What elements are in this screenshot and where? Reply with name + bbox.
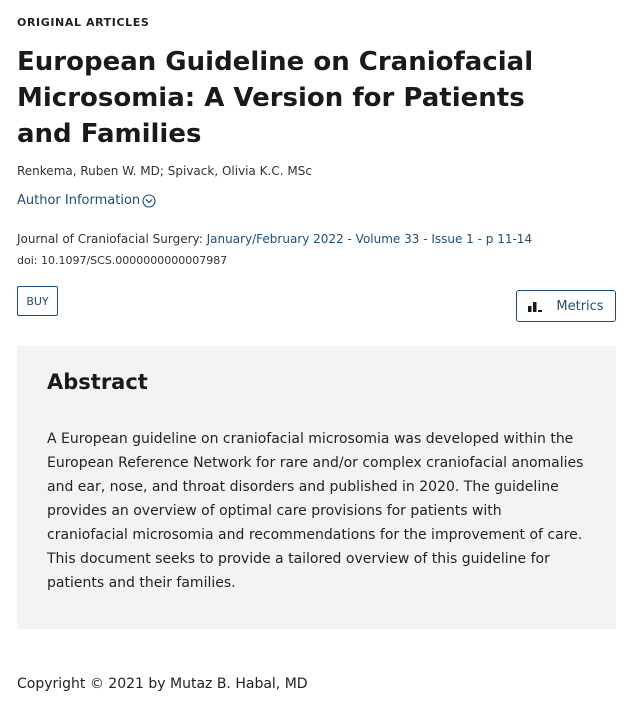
journal-name: Journal of Craniofacial Surgery:: [17, 232, 203, 246]
metrics-label: Metrics: [556, 298, 604, 314]
journal-citation: [17, 232, 532, 246]
author-information-label: Author Information: [17, 193, 141, 208]
abstract-section: [17, 346, 616, 629]
abstract-text: A European guideline on craniofacial microsomia was developed within the European Reference Network for rare and/or complex craniofacial anomalies and ear, nose, and throat disorders and published in 2020. The guideline provides an overview of optimal care provisions for patients with craniofacial microsomia and recommendations for the improvement of care. This document seeks to provide a tailored overview of this guideline for patients and their families.: [47, 431, 584, 591]
buy-button[interactable]: BUY: [17, 286, 58, 316]
copyright-notice: Copyright © 2021 by Mutaz B. Habal, MD: [17, 676, 308, 692]
article-title: European Guideline on Craniofacial Microsomia: A Version for Patients and Families: [17, 47, 534, 149]
metrics-button[interactable]: [516, 290, 616, 322]
abstract-heading: Abstract: [47, 370, 148, 394]
chevron-down-circle-icon: [142, 194, 156, 208]
doi: doi: 10.1097/SCS.0000000000007987: [17, 254, 228, 267]
journal-issue-link[interactable]: January/February 2022 - Volume 33 - Issue 1 - p 11-14: [206, 232, 533, 246]
section-label: ORIGINAL ARTICLES: [17, 16, 150, 29]
author-information-toggle[interactable]: [17, 193, 156, 208]
author-list: Renkema, Ruben W. MD; Spivack, Olivia K.C. MSc: [17, 164, 312, 178]
bar-chart-icon: [528, 300, 542, 312]
